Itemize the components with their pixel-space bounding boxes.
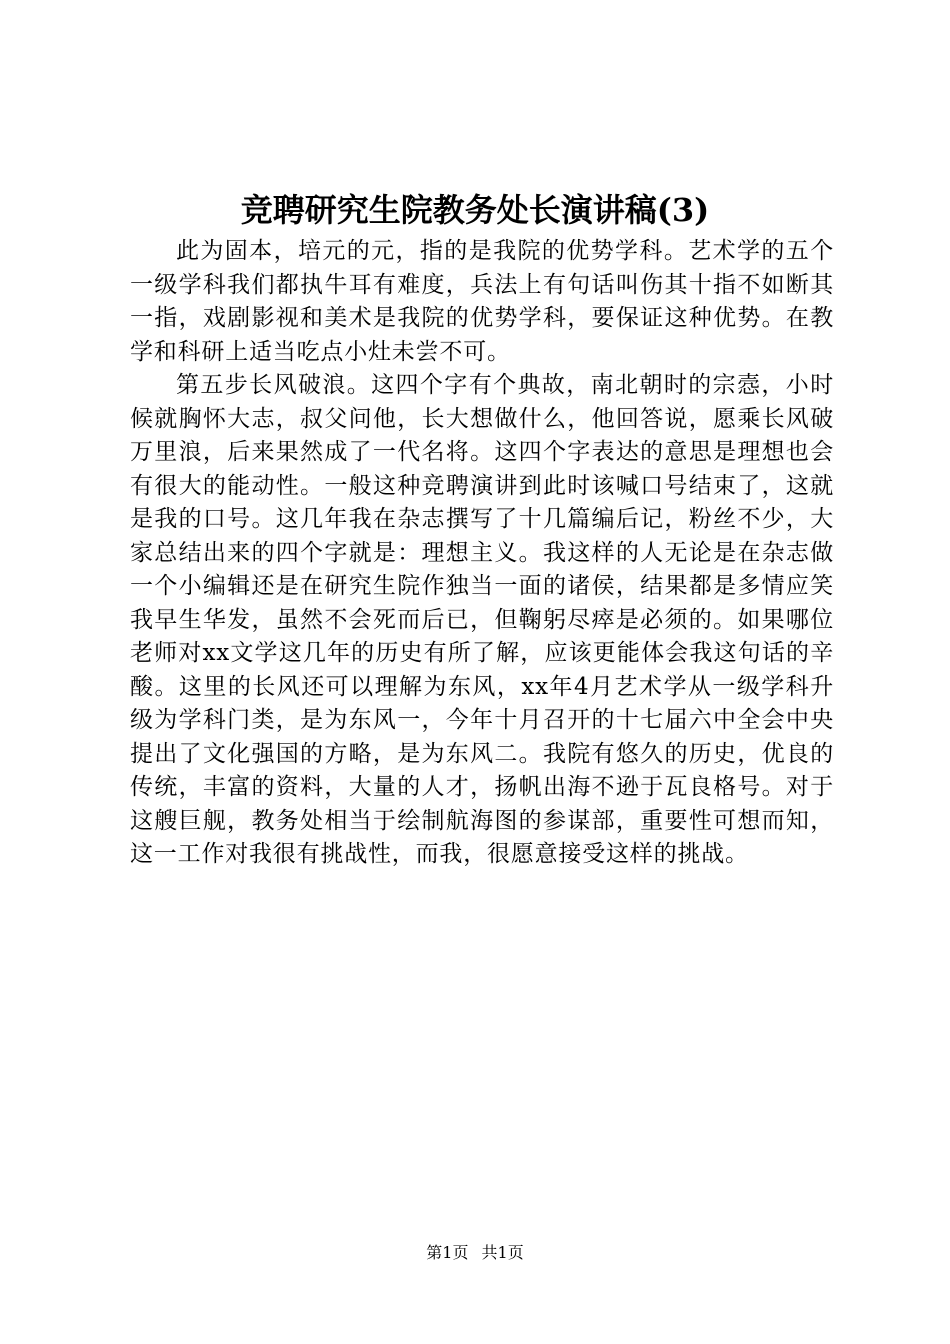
page-footer [0,1241,950,1265]
page-number-current: 第1页 [426,1243,469,1262]
paragraph-2: 第五步长风破浪。这四个字有个典故，南北朝时的宗悫，小时候就胸怀大志，叔父问他，长大想做什么，他回答说，愿乘长风破万里浪，后来果然成了一代名将。这四个字表达的意思是理想也会有很大的能动性。一般这种竞聘演讲到此时该喊口号结束了，这就是我的口号。这几年我在杂志撰写了十几篇编后记，粉丝不少，大家总结出来的四个字就是：理想主义。我这样的人无论是在杂志做一个小编辑还是在研究生院作独当一面的诸侯，结果都是多情应笑我早生华发，虽然不会死而后已，但鞠躬尽瘁是必须的。如果哪位老师对xx文学这几年的历史有所了解，应该更能体会我这句话的辛酸。这里的长风还可以理解为东风，xx年4月艺术学从一级学科升级为学科门类，是为东风一，今年十月召开的十七届六中全会中央提出了文化强国的方略，是为东风二。我院有悠久的历史，优良的传统，丰富的资料，大量的人才，扬帆出海不逊于瓦良格号。对于这艘巨舰，教务处相当于绘制航海图的参谋部，重要性可想而知，这一工作对我很有挑战性，而我，很愿意接受这样的挑战。 [130,372,834,867]
document-title: 竞聘研究生院教务处长演讲稿(3) [240,191,710,229]
document-body [130,235,834,872]
page-number-total: 共1页 [481,1243,524,1262]
paragraph-1: 此为固本，培元的元，指的是我院的优势学科。艺术学的五个一级学科我们都执牛耳有难度，兵法上有句话叫伤其十指不如断其一指，戏剧影视和美术是我院的优势学科，要保证这种优势。在教学和科研上适当吃点小灶未尝不可。 [130,238,834,365]
